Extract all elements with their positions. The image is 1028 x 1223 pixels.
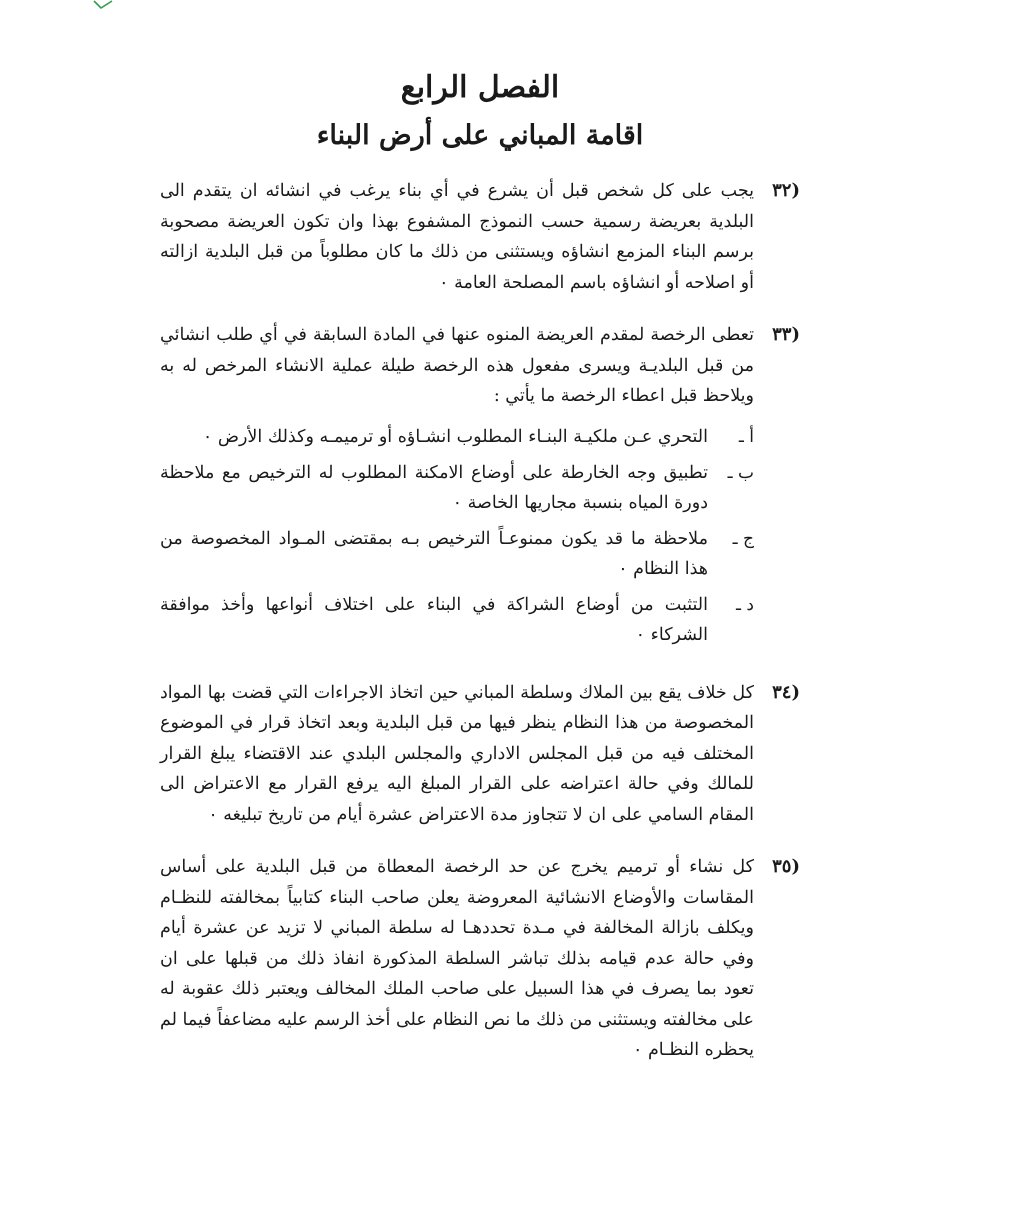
article-number: (٣٤: [772, 681, 800, 703]
corner-scan-mark-icon: [92, 0, 114, 10]
list-item: [160, 458, 754, 518]
chapter-subtitle: اقامة المباني على أرض البناء: [316, 120, 644, 151]
article-items-list: [160, 422, 754, 650]
item-text: التثبت من أوضاع الشراكة في البناء على اختلاف أنواعها وأخذ موافقة الشركاء ٠: [160, 594, 708, 645]
article-33: [160, 320, 800, 656]
article-body: [160, 320, 754, 656]
article-text: تعطى الرخصة لمقدم العريضة المنوه عنها في المادة السابقة في أي طلب انشائي من قبل البلديـة ويسرى مفعول هذه الرخصة طيلة عملية الانشاء المرخص له به ويلاحظ قبل اعطاء الرخصة ما يأتي :: [160, 325, 754, 406]
item-marker: ج ـ: [732, 528, 754, 549]
item-text: التحري عـن ملكيـة البنـاء المطلوب انشـاؤه أو ترميمـه وكذلك الأرض ٠: [202, 426, 708, 447]
article-32: [160, 176, 800, 298]
article-34: [160, 678, 800, 831]
article-text: يجب على كل شخص قبل أن يشرع في أي بناء يرغب في انشائه ان يتقدم الى البلدية بعريضة رسمية حسب النموذج المشفوع بهذا وان تكون العريضة مصحوبة برسم البناء المزمع انشاؤه ويستثنى من ذلك ما كان مطلوباً من قبل البلدية ازالته أو اصلاحه أو انشاؤه باسم المصلحة العامة ٠: [160, 181, 754, 293]
item-text: ملاحظة ما قد يكون ممنوعـاً الترخيص بـه بمقتضى المـواد المخصوصة من هذا النظام ٠: [160, 528, 708, 579]
article-text: كل نشاء أو ترميم يخرج عن حد الرخصة المعطاة من قبل البلدية على أساس المقاسات والأوضاع الانشائية المعروضة يعلن صاحب البناء كتابياً بمخالفته للنظـام ويكلف بازالة المخالفة في مـدة تحددهـا له سلطة المباني لا تزيد عن عشرة أيام وفي حالة عدم قيامه بذلك تباشر السلطة المذكورة انفاذ ذلك من قبلها على ان تعود بما يصرف في هذا السبيل على صاحب الملك المخالف ويعتبر ذلك عقوبة له على مخالفته ويستثنى من ذلك ما نص النظام على أخذ الرسم عليه مضاعفاً فيما لم يحظره النظـام ٠: [160, 857, 754, 1060]
chapter-title: الفصل الرابع: [400, 70, 560, 105]
item-marker: أ ـ: [738, 426, 754, 447]
article-text: كل خلاف يقع بين الملاك وسلطة المباني حين اتخاذ الاجراءات التي قضت بها المواد المخصوصة من هذا النظام ينظر فيها من قبل البلدية وبعد اتخاذ قرار في الموضوع المختلف فيه من قبل المجلس الاداري والمجلس البلدي عند الاقتضاء يبلغ القرار للمالك وفي حالة اعتراضه على القرار المبلغ اليه يرفع القرار مع الاعتراض الى المقام السامي على ان لا تتجاوز مدة الاعتراض عشرة أيام من تاريخ تبليغه ٠: [160, 682, 754, 825]
item-marker: د ـ: [736, 594, 754, 615]
list-item: [160, 524, 754, 584]
article-number: (٣٣: [772, 324, 800, 345]
list-item: [160, 590, 754, 650]
list-item: [160, 422, 754, 452]
item-text: تطبيق وجه الخارطة على أوضاع الامكنة المطلوب له الترخيص مع ملاحظة دورة المياه بنسبة مجاريها الخاصة ٠: [160, 462, 708, 513]
item-marker: ب ـ: [727, 462, 754, 483]
document-page: [160, 68, 800, 1088]
article-35: [160, 852, 800, 1066]
article-number: (٣٥: [772, 856, 800, 877]
article-number: (٣٢: [772, 180, 800, 201]
